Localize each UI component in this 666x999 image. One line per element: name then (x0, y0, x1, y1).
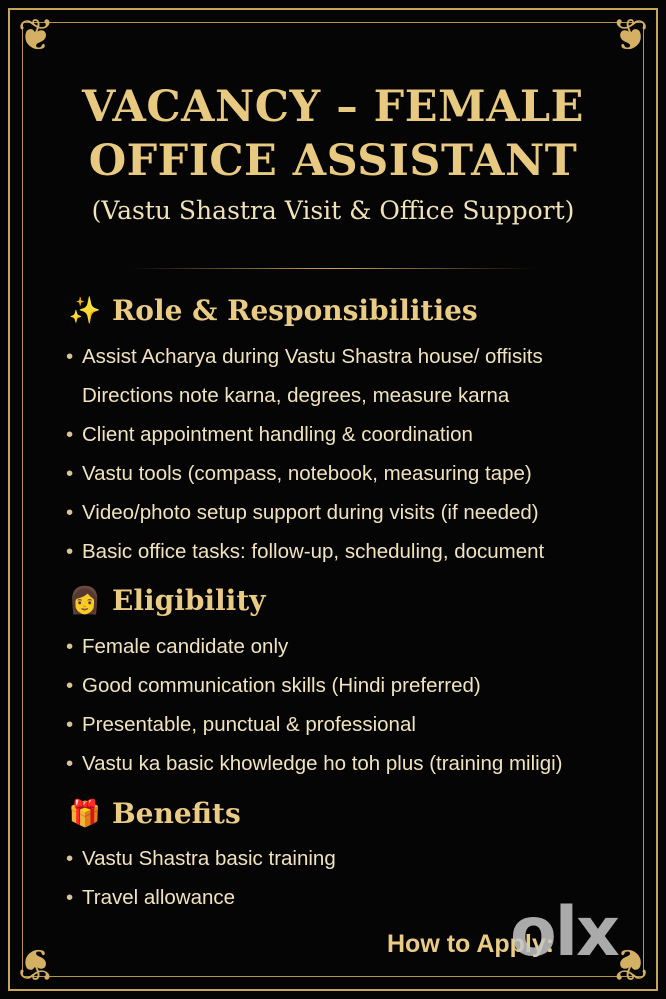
ornament-corner-icon: ❦ (611, 938, 649, 989)
title-line-1: VACANCY – FEMALE (82, 82, 584, 132)
title-line-2: OFFICE ASSISTANT (88, 136, 578, 186)
list-item: • Client appointment handling & coordination (66, 423, 473, 446)
ornament-corner-icon: ❦ (17, 10, 55, 61)
role-list (66, 337, 544, 571)
list-item: • Assist Acharya during Vastu Shastra house/ offisits (66, 345, 543, 368)
subtitle: (Vastu Shastra Visit & Office Support) (91, 196, 575, 225)
role-heading-text: Role & Responsibilities (112, 294, 478, 327)
list-item: • Travel allowance (66, 886, 236, 909)
list-item: Directions note karna, degrees, measure karna (82, 384, 510, 407)
benefits-heading-text: Benefits (112, 797, 241, 830)
role-heading (68, 294, 478, 327)
eligibility-list (66, 627, 562, 783)
divider (130, 268, 536, 269)
list-item: • Video/photo setup support during visits (if needed) (66, 501, 539, 524)
gift-icon: 🎁 (68, 798, 102, 829)
how-to-apply-label: How to Apply: (387, 930, 555, 958)
eligibility-heading (68, 584, 266, 617)
woman-icon: 👩 (68, 585, 102, 616)
benefits-list (66, 839, 336, 917)
sparkles-icon: ✨ (68, 295, 102, 326)
olx-watermark: olx (510, 893, 618, 972)
list-item: • Basic office tasks: follow-up, scheduling, document (66, 540, 545, 563)
list-item: • Presentable, punctual & professional (66, 713, 416, 736)
list-item: • Good communication skills (Hindi preferred) (66, 674, 481, 697)
eligibility-heading-text: Eligibility (112, 584, 266, 617)
ornament-corner-icon: ❦ (17, 938, 55, 989)
list-item: • Vastu Shastra basic training (66, 847, 336, 870)
list-item: • Vastu tools (compass, notebook, measuring tape) (66, 462, 532, 485)
benefits-heading (68, 797, 241, 830)
list-item: • Vastu ka basic khowledge ho toh plus (training miligi) (66, 752, 563, 775)
list-item: • Female candidate only (66, 635, 289, 658)
ornament-corner-icon: ❦ (611, 10, 649, 61)
